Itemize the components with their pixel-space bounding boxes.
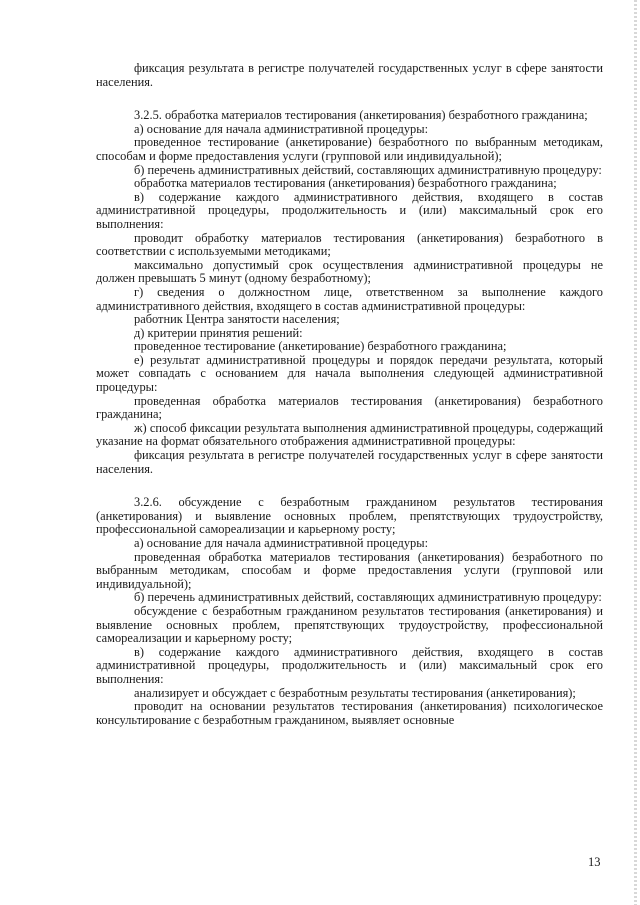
paragraph: а) основание для начала административной процедуры: xyxy=(134,121,429,136)
paragraph: а) основание для начала административной процедуры: xyxy=(134,536,429,550)
paragraph: д) критерии принятия решений: xyxy=(134,325,303,340)
paragraph: фиксация результата в регистре получателей государственных услуг в сфере занятости населения. xyxy=(96,448,603,476)
paragraph: проводит обработку материалов тестирования (анкетирования) безработного в соответствии с используемыми методиками; xyxy=(96,230,603,259)
paragraph: проведенное тестирование (анкетирование) безработного гражданина; xyxy=(134,339,507,354)
paragraph: проводит на основании результатов тестирования (анкетирования) психологическое консультирование с безработным гражданином, выявляет основные xyxy=(96,699,603,727)
paragraph: проведенное тестирование (анкетирование) безработного по выбранным методикам, способам и форме предоставления услуги (групповой или индивидуальной); xyxy=(96,135,603,163)
section-gap xyxy=(96,89,603,109)
paragraph: обсуждение с безработным гражданином результатов тестирования (анкетирования) и выявление основных проблем, препятствующих трудоустройству, профессиональной самореализации и карьерному росту; xyxy=(96,603,603,646)
paragraph: проведенная обработка материалов тестирования (анкетирования) безработного по выбранным методикам, способам и форме предоставления услуги (групповой или индивидуальной); xyxy=(96,549,603,591)
paragraph: 3.2.5. обработка материалов тестирования (анкетирования) безработного гражданина; xyxy=(134,108,588,123)
paragraph: анализирует и обсуждает с безработным результаты тестирования (анкетирования); xyxy=(134,685,576,700)
paragraph: работник Центра занятости населения; xyxy=(134,312,340,327)
paragraph: максимально допустимый срок осуществления административной процедуры не должен превышать 5 минут (одному безработному); xyxy=(96,257,603,286)
paragraph: б) перечень административных действий, составляющих административную процедуру: xyxy=(134,590,602,605)
paragraph: б) перечень административных действий, составляющих административную процедуру: xyxy=(134,162,602,177)
paragraph: обработка материалов тестирования (анкетирования) безработного гражданина; xyxy=(134,176,557,191)
scan-edge-artifact xyxy=(634,0,637,905)
paragraph: в) содержание каждого административного действия, входящего в состав административной процедуры, продолжительность и (или) максимальный срок его выполнения: xyxy=(96,189,603,231)
paragraph: фиксация результата в регистре получателей государственных услуг в сфере занятости населения. xyxy=(96,61,603,89)
section-gap xyxy=(96,476,603,496)
page-number: 13 xyxy=(588,855,601,869)
paragraph: 3.2.6. обсуждение с безработным гражданином результатов тестирования (анкетирования) и выявление основных проблем, препятствующих трудоустройству, профессиональной самореализации и карьерному росту; xyxy=(96,495,603,537)
paragraph: в) содержание каждого административного действия, входящего в состав административной процедуры, продолжительность и (или) максимальный срок его выполнения: xyxy=(96,644,603,686)
document-body xyxy=(96,62,603,727)
paragraph: г) сведения о должностном лице, ответственном за выполнение каждого административного действия, входящего в состав административной процедуры: xyxy=(96,284,603,313)
paragraph: е) результат административной процедуры и порядок передачи результата, который может совпадать с основанием для начала выполнения следующей административной процедуры: xyxy=(96,352,603,395)
paragraph: проведенная обработка материалов тестирования (анкетирования) безработного гражданина; xyxy=(96,393,603,422)
paragraph: ж) способ фиксации результата выполнения административной процедуры, содержащий указание на формат обязательного отображения административной процедуры: xyxy=(96,420,603,449)
